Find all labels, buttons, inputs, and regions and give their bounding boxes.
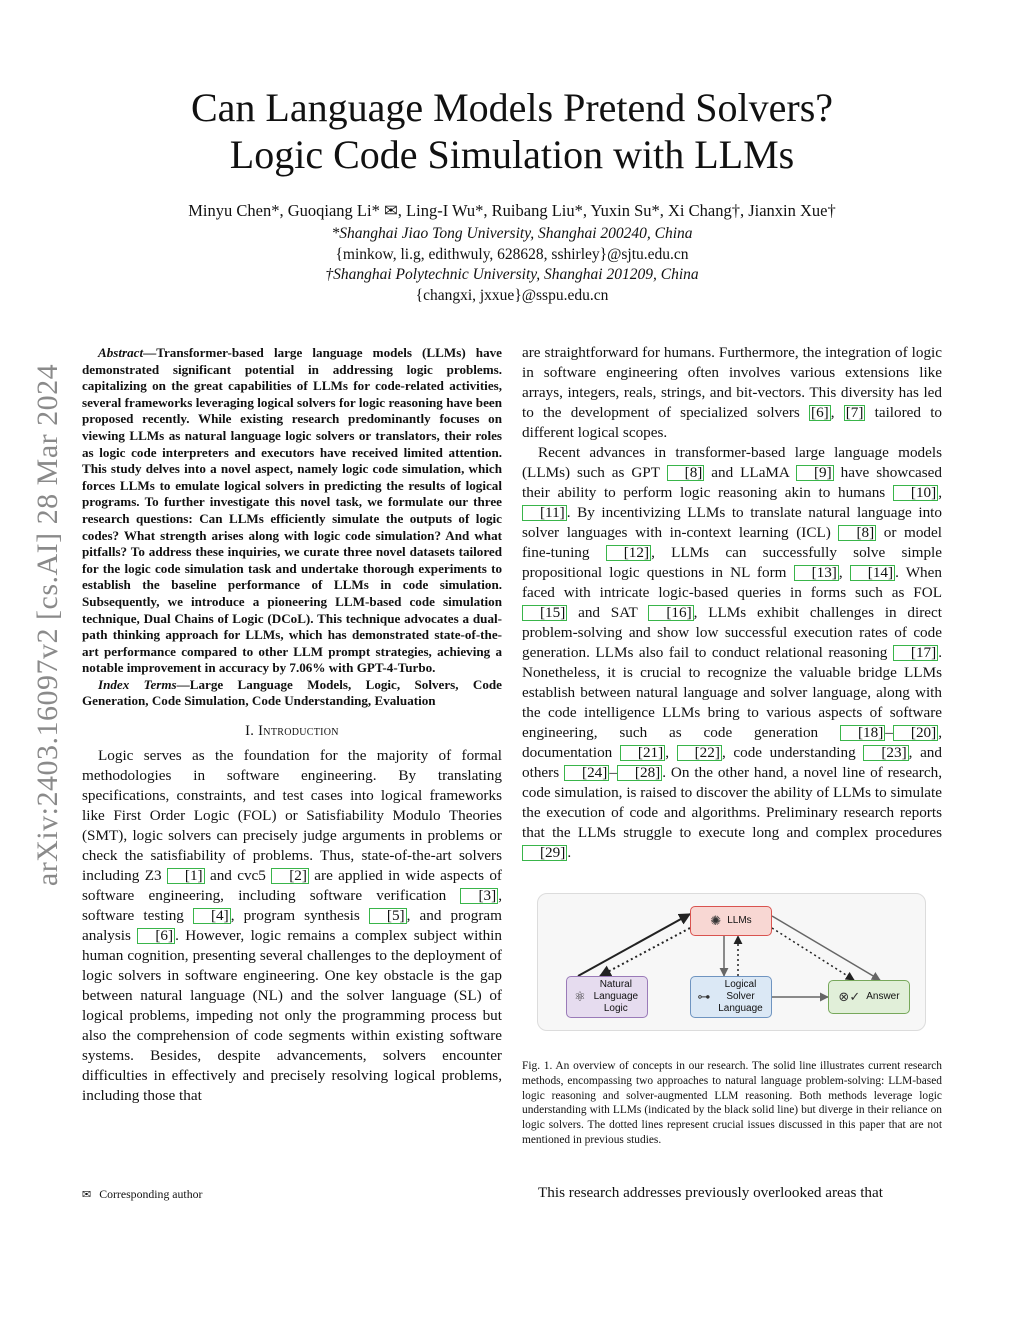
citation-link[interactable]: [28] (617, 765, 662, 781)
left-column (82, 345, 502, 1106)
paragraph-text: and cvc5 (204, 867, 272, 885)
citation-link[interactable]: [6] (137, 928, 175, 944)
node-logical-solver-language (690, 976, 772, 1018)
citation-link[interactable]: [23] (863, 745, 908, 761)
citation-link[interactable]: [16] (648, 605, 693, 621)
paragraph-text: Recent advances in transformer-based large language models (LLMs) such as GPT (522, 444, 942, 481)
paragraph-text: and LLaMA (704, 464, 796, 481)
paragraph-text: , LLMs exhibit challenges in direct problem-solving and show low successful execution rates of code generation. LLMs also fail to conduct relational reasoning (522, 604, 942, 661)
citation-link[interactable]: [14] (850, 565, 895, 581)
figure-1 (537, 893, 926, 1031)
node-answer-label: Answer (866, 991, 900, 1002)
section-number: I. (245, 723, 255, 740)
citation-link[interactable]: [13] (794, 565, 839, 581)
paragraph-text: , LLMs can successfully solve simple propositional logic questions in NL form (522, 544, 942, 581)
paragraph-text: , (830, 404, 844, 421)
citation-link[interactable]: [5] (369, 908, 407, 924)
intro-paragraph-2 (522, 443, 942, 863)
arrow-nl-to-llm (578, 914, 690, 976)
citation-link[interactable]: [2] (271, 868, 309, 884)
citation-link[interactable]: [7] (845, 404, 864, 421)
paragraph-text: , and program analysis (82, 907, 502, 945)
paragraph-text: . However, logic remains a complex subject within human cognition, presenting several challenges to the deployment of logic solvers in software engineering. One key obstacle is the gap between natural language (NL) and the solver language (SL) of logical problems, impeding not only the programming process but also the comprehension of code segments within existing software systems. Besides, despite advancements, solvers encounter difficulties in effectively and precisely resolving logical problems, including those that (82, 927, 502, 1105)
paragraph-text: , (838, 564, 850, 581)
right-column (522, 343, 942, 863)
citation-link[interactable]: [17] (893, 645, 938, 661)
paragraph-text: . On the other hand, a novel line of research, code simulation, is raised to discover the ability of LLMs to simulate the execution of code and algorithms. Preliminary research reports that the LLMs struggle to execute long and complex procedures (522, 764, 942, 841)
figure-caption: Fig. 1. An overview of concepts in our research. The solid line illustrates current research methods, encompassing two approaches to natural language problem-solving: LLM-based logic reasoning and solver-augmented LLM reasoning. Both methods leverage logic understanding with LLMs (indicated by the black solid line) but diverge in their reliance on logic solvers. The dotted lines represent crucial issues discussed in this paper that are not mentioned in previous studies. (522, 1060, 942, 1146)
paragraph-text: – (885, 724, 893, 741)
abstract (82, 345, 502, 677)
index-terms-lead: Index Terms (98, 676, 177, 692)
paragraph-text: , code understanding (721, 744, 864, 761)
paragraph-text: . Nonetheless, it is crucial to recognize the valuable bridge LLMs establish between natural language and solver language, along with the code intelligence LLMs bring to various aspects of software engineering, such as code generation (522, 644, 942, 741)
node-llms (690, 906, 772, 936)
paragraph-text: Logic serves as the foundation for the majority of formal methodologies in software engineering. By translating specifications, constraints, and test cases into logical frameworks like First Order Logic (FOL) or Satisfiability Modulo Theories (SMT), logic solvers can precisely judge arguments in problems or check the satisfiability of problems. Thus, state-of-the-art solvers including Z3 (82, 747, 502, 885)
arrow-llm-to-answer-dotted (772, 928, 854, 980)
arrow-llm-to-nl-dotted (600, 928, 690, 976)
paragraph-text: , documentation (522, 724, 942, 761)
affiliation-1: *Shanghai Jiao Tong University, Shanghai 200240, China (331, 225, 693, 242)
paragraph-text: , software testing (82, 887, 502, 925)
paragraph-text: tailored to different logical scopes. (522, 404, 943, 441)
mail-icon: ✉ (82, 1188, 92, 1201)
footnote-text: Corresponding author (99, 1187, 203, 1201)
paragraph-text: are straightforward for humans. Furthermore, the integration of logic in software engineering often involves various extensions like arrays, integers, reals, strings, and bit-vectors. This diversity has led to the development of specialized solvers (522, 344, 942, 421)
citation-link[interactable]: [29] (522, 845, 567, 861)
citation-link[interactable]: [11] (522, 505, 567, 521)
node-llms-label: LLMs (727, 915, 752, 926)
paper-title-line-1: Can Language Models Pretend Solvers? (190, 85, 834, 130)
paragraph-text: or model fine-tuning (522, 524, 942, 561)
citation-link[interactable]: [21] (620, 745, 665, 761)
citation-link[interactable]: [3] (460, 888, 498, 904)
node-ls-label: Logical Solver Language (718, 979, 763, 1014)
index-terms (82, 677, 502, 710)
arrow-llm-to-answer (772, 916, 880, 980)
citation-link[interactable]: [10] (893, 485, 938, 501)
email-line-2: {changxi, jxxue}@sspu.edu.cn (415, 287, 609, 304)
arxiv-id: arXiv:2403.16097v2 [cs.AI] 28 Mar 2024 (31, 363, 64, 887)
paragraph-text: . (567, 844, 572, 861)
paragraph-text: , (665, 744, 677, 761)
intro-paragraph-3-start: This research addresses previously overlooked areas that (538, 1184, 883, 1201)
paragraph-text: have showcased their ability to perform logic reasoning akin to humans (522, 464, 942, 501)
index-terms-text: —Large Language Models, Logic, Solvers, Code Generation, Code Simulation, Code Understanding, Evaluation (82, 676, 502, 709)
paragraph-text: – (609, 764, 617, 781)
footnote (82, 1187, 502, 1202)
flowchart-icon: ⊶ (697, 989, 711, 1004)
citation-link[interactable]: [24] (564, 765, 609, 781)
citation-link[interactable]: [1] (167, 868, 205, 884)
node-natural-language-logic (566, 976, 648, 1018)
paragraph-text: are applied in wide aspects of software engineering, including software verification (82, 867, 502, 905)
openai-icon: ✺ (710, 913, 722, 928)
brain-network-icon: ⚛ (574, 989, 586, 1004)
intro-paragraph-1 (82, 746, 502, 1106)
citation-link[interactable]: [8] (838, 525, 876, 541)
citation-link[interactable]: [4] (193, 908, 231, 924)
node-answer (828, 980, 910, 1014)
paragraph-text: and SAT (567, 604, 649, 621)
paragraph-text: . When faced with intricate logic-based queries in forms such as FOL (522, 564, 942, 601)
cross-check-icon: ⊗✓ (838, 989, 861, 1004)
abstract-text: —Transformer-based large language models (LLMs) have demonstrated significant potential in addressing logic problems. capitalizing on the great capabilities of LLMs for code-related activities, several frameworks leveraging logical solvers for logic reasoning have been proposed recently. While existing research predominantly focuses on viewing LLMs as natural language logic solvers or translators, their roles as logic code interpreters and executors have received limited attention. This study delves into a novel aspect, namely logic code simulation, which forces LLMs to emulate logical solvers in predicting the results of logical programs. To further investigate this novel task, we formulate our three research questions: Can LLMs efficiently simulate the outputs of logic codes? What strength arises along with logic code simulation? And what pitfalls? To address these inquiries, we curate three novel datasets tailored for the logic code simulation task and undertake thorough experiments to establish the baseline performance of LLMs in code simulation. Subsequently, we introduce a pioneering LLM-based code simulation technique, Dual Chains of Logic (DCoL). This technique advocates a dual-path thinking approach for LLMs, which has demonstrated state-of-the-art performance compared to other LLM prompt strategies, achieving a notable improvement in accuracy by 7.06% with GPT-4-Turbo. (82, 345, 502, 676)
paragraph-text: , and others (522, 744, 942, 781)
citation-link[interactable]: [18] (840, 725, 885, 741)
citation-link[interactable]: [22] (677, 745, 722, 761)
section-heading (82, 722, 502, 740)
citation-link[interactable]: [8] (667, 465, 705, 481)
citation-link[interactable]: [6] (811, 404, 829, 421)
author-list: Minyu Chen*, Guoqiang Li* ✉, Ling-I Wu*, Ruibang Liu*, Yuxin Su*, Xi Chang†, Jianxin Xue† (188, 201, 836, 220)
paragraph-text: , program synthesis (230, 907, 369, 925)
paragraph-text: . By incentivizing LLMs to translate natural language into solver languages with in-context learning (ICL) (522, 504, 942, 541)
email-line-1: {minkow, li.g, edithwuly, 628628, sshirley}@sjtu.edu.cn (335, 246, 689, 263)
section-title: Introduction (258, 723, 339, 740)
paper-title-line-2: Logic Code Simulation with LLMs (229, 132, 795, 177)
abstract-lead: Abstract (98, 345, 144, 360)
paragraph-text: , (938, 484, 942, 501)
citation-link[interactable]: [9] (796, 465, 834, 481)
node-nl-label: Natural Language Logic (593, 979, 639, 1014)
citation-link[interactable]: [20] (893, 725, 938, 741)
citation-link[interactable]: [12] (606, 545, 651, 561)
intro-paragraph-continued (522, 343, 942, 443)
citation-link[interactable]: [15] (522, 605, 567, 621)
affiliation-2: †Shanghai Polytechnic University, Shanghai 201209, China (325, 266, 699, 283)
